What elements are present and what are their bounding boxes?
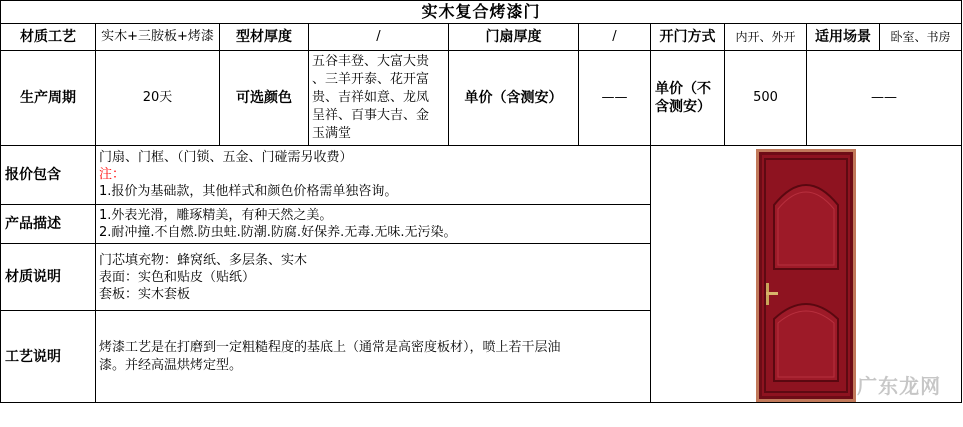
color-options — [309, 51, 449, 146]
price-incl-value: —— — [579, 51, 651, 146]
leaf-thickness-value: / — [579, 24, 651, 51]
material-line: 门芯填充物：蜂窝纸、多层条、实木 — [99, 252, 308, 268]
color-line: 玉满堂 — [312, 126, 352, 141]
product-line: 2.耐冲撞.不自燃.防虫蛀.防潮.防腐.好保养.无毒.无味.无污染。 — [99, 224, 457, 240]
product-content — [96, 204, 651, 244]
watermark-text: 广东龙网 — [857, 374, 942, 398]
scene-label: 适用场景 — [807, 24, 880, 51]
profile-thickness-value: / — [309, 24, 449, 51]
cycle-value: 20天 — [96, 51, 220, 146]
scene-value: 卧室、书房 — [880, 24, 962, 51]
product-label: 产品描述 — [1, 204, 96, 244]
material-line: 套板：实木套板 — [99, 286, 191, 302]
spec-row-2 — [1, 51, 962, 146]
spec-row-1 — [1, 24, 962, 51]
craft-label: 工艺说明 — [1, 311, 96, 403]
color-line: 、三羊开泰、花开富 — [312, 72, 430, 87]
opening-label: 开门方式 — [651, 24, 725, 51]
price-excl-value: 500 — [725, 51, 807, 146]
opening-value: 内开、外开 — [725, 24, 807, 51]
quote-line: 门扇、门框、（门锁、五金、门碰需另收费） — [99, 150, 353, 166]
price-incl-label: 单价（含测安） — [449, 51, 579, 146]
quote-note: 注： — [99, 167, 126, 183]
profile-thickness-label: 型材厚度 — [220, 24, 309, 51]
door-image — [756, 149, 856, 402]
material-desc-content — [96, 244, 651, 311]
craft-line: 烤漆工艺是在打磨到一定粗糙程度的基底上（通常是高密度板材），喷上若干层油 — [99, 339, 561, 355]
title-row — [1, 1, 962, 24]
quote-row — [1, 146, 962, 205]
color-line: 贵、吉祥如意、龙凤 — [312, 90, 430, 105]
material-desc-label: 材质说明 — [1, 244, 96, 311]
quote-label: 报价包含 — [1, 146, 96, 205]
material-value: 实木+三胺板+烤漆 — [96, 24, 220, 51]
craft-content — [96, 311, 651, 403]
material-label: 材质工艺 — [1, 24, 96, 51]
product-line: 1.外表光滑，雕琢精美，有种天然之美。 — [99, 207, 333, 223]
door-image-cell — [651, 146, 962, 403]
material-line: 表面：实色和贴皮（贴纸） — [99, 269, 256, 285]
page-title: 实木复合烤漆门 — [1, 1, 962, 24]
leaf-thickness-label: 门扇厚度 — [449, 24, 579, 51]
price-excl-label: 单价（不含测安） — [651, 51, 725, 146]
craft-line: 漆。并经高温烘烤定型。 — [99, 357, 243, 373]
cycle-label: 生产周期 — [1, 51, 96, 146]
color-line: 五谷丰登、大富大贵 — [312, 54, 430, 69]
color-line: 呈祥、百事大吉、金 — [312, 108, 430, 123]
color-label: 可选颜色 — [220, 51, 309, 146]
price-extra-value: —— — [807, 51, 962, 146]
quote-content — [96, 146, 651, 205]
quote-line: 1.报价为基础款，其他样式和颜色价格需单独咨询。 — [99, 184, 398, 200]
